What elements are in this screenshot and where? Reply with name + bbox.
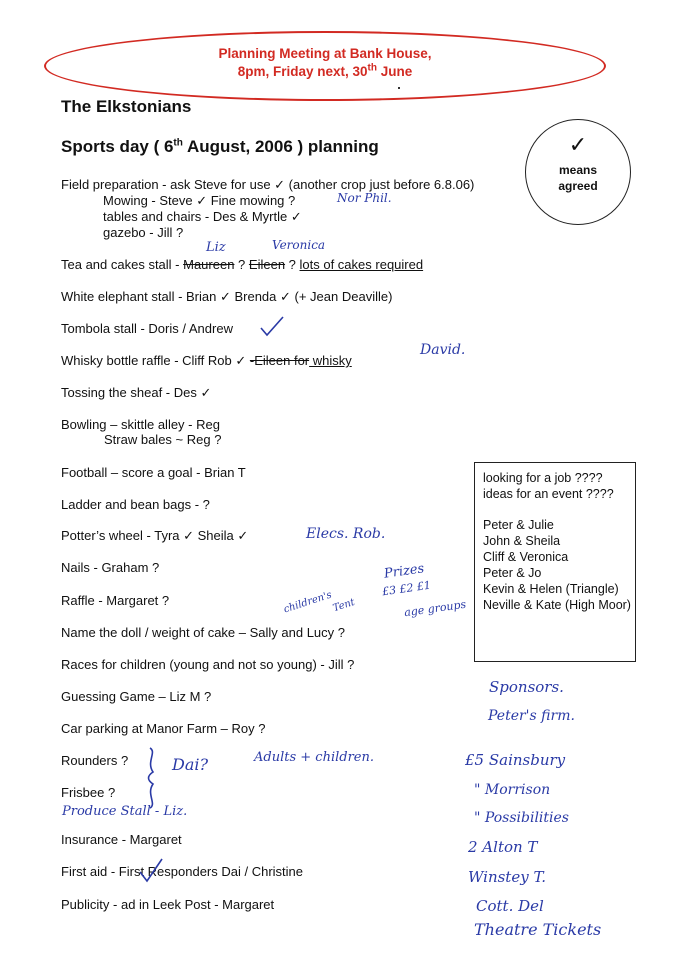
handwritten-sponsor-7: Theatre Tickets [474, 920, 602, 939]
item-white-elephant: White elephant stall - Brian ✓ Brenda ✓ (+ Jean Deaville) [61, 289, 393, 304]
handwritten-dai: Dai? [172, 755, 209, 774]
item-car-parking: Car parking at Manor Farm – Roy ? [61, 721, 266, 736]
banner-line-2-post: June [377, 64, 413, 79]
banner-line-1: Planning Meeting at Bank House, [218, 46, 432, 61]
tea-eileen-struck: Eileen [248, 257, 286, 272]
handwritten-age-groups: age groups [403, 597, 467, 620]
handwritten-not-phil: Nor Phil. [337, 191, 392, 205]
meeting-banner [44, 45, 606, 81]
brace-icon [144, 746, 164, 810]
tea-q2: ? [285, 257, 300, 272]
handwritten-sponsor-2: " Morrison [474, 782, 551, 798]
tea-q1: ? [234, 257, 249, 272]
handwritten-elecs-rob: Elecs. Rob. [306, 526, 386, 542]
item-publicity: Publicity - ad in Leek Post - Margaret [61, 897, 275, 912]
banner-line-2-pre: 8pm, Friday next, 30 [237, 64, 368, 79]
box-name: Peter & Julie [483, 518, 554, 532]
title-pre: Sports day ( 6 [61, 137, 174, 156]
title-post: August, 2006 ) planning [182, 137, 379, 156]
handwritten-prizes: Prizes [383, 561, 426, 582]
item-tables: tables and chairs - Des & Myrtle ✓ [103, 209, 302, 224]
tea-cakes-note: lots of cakes required [299, 257, 424, 272]
item-bowling: Bowling – skittle alley - Reg [61, 417, 220, 432]
organisation-name: The Elkstonians [61, 97, 192, 116]
box-name: Cliff & Veronica [483, 550, 569, 564]
handwritten-sponsor-6: Cott. Del [476, 897, 544, 915]
legend-line-1: means [558, 163, 598, 177]
stray-dot [398, 87, 400, 89]
box-question-event: ideas for an event ???? [483, 487, 614, 501]
box-name: Peter & Jo [483, 566, 542, 580]
item-mowing: Mowing - Steve ✓ Fine mowing ? [103, 193, 296, 208]
legend-text [526, 162, 630, 194]
handwritten-childrens: children's [282, 589, 334, 616]
handwritten-adults-children: Adults + children. [254, 750, 374, 765]
tea-label: Tea and cakes stall - [61, 257, 184, 272]
handwritten-check-icon [138, 857, 164, 883]
item-races: Races for children (young and not so young) - Jill ? [61, 657, 355, 672]
box-name: John & Sheila [483, 534, 561, 548]
item-tossing-sheaf: Tossing the sheaf - Des ✓ [61, 385, 212, 400]
tea-maureen-struck: Maureen [183, 257, 235, 272]
legend-circle [525, 119, 631, 225]
item-first-aid: First aid - First Responders Dai / Christine [61, 864, 304, 879]
box-question-job: looking for a job ???? [483, 471, 603, 485]
item-rounders: Rounders ? [61, 753, 129, 768]
volunteers-box [474, 462, 636, 662]
box-name: Kevin & Helen (Triangle) [483, 582, 619, 596]
handwritten-sponsors: Sponsors. [489, 678, 564, 696]
whisky-eileen-struck: -Eileen for [249, 353, 310, 368]
item-frisbee: Frisbee ? [61, 785, 116, 800]
handwritten-sponsor-5: Winstey T. [468, 868, 547, 886]
handwritten-veronica: Veronica [272, 238, 326, 252]
item-guessing-game: Guessing Game – Liz M ? [61, 689, 212, 704]
item-whisky-raffle [61, 353, 352, 369]
item-tea-cakes [61, 257, 423, 273]
handwritten-produce-stall: Produce Stall - Liz. [62, 804, 188, 819]
banner-line-2-sup: th [367, 62, 377, 74]
handwritten-sponsor-1: £5 Sainsbury [465, 751, 566, 769]
item-field-preparation: Field preparation - ask Steve for use ✓ (another crop just before 6.8.06) [61, 177, 475, 192]
item-potters-wheel: Potter’s wheel - Tyra ✓ Sheila ✓ [61, 528, 249, 543]
whisky-word: whisky [309, 353, 352, 368]
item-raffle: Raffle - Margaret ? [61, 593, 170, 608]
handwritten-sponsor-4: 2 Alton T [468, 838, 538, 856]
whisky-label: Whisky bottle raffle - Cliff Rob ✓ [61, 353, 250, 368]
item-ladder: Ladder and bean bags - ? [61, 497, 210, 512]
check-icon: ✓ [568, 132, 588, 157]
item-football: Football – score a goal - Brian T [61, 465, 246, 480]
item-nails: Nails - Graham ? [61, 560, 160, 575]
banner-line-2 [44, 63, 606, 81]
handwritten-sponsor-3: " Possibilities [474, 810, 569, 826]
handwritten-david: David. [420, 342, 466, 358]
legend-line-2: agreed [558, 179, 598, 193]
handwritten-check-icon [259, 315, 285, 337]
handwritten-tent: Tent [331, 596, 357, 615]
box-name: Neville & Kate (High Moor) [483, 598, 631, 612]
item-straw-bales: Straw bales ~ Reg ? [104, 432, 222, 447]
item-insurance: Insurance - Margaret [61, 832, 182, 847]
item-gazebo: gazebo - Jill ? [103, 225, 184, 240]
item-tombola: Tombola stall - Doris / Andrew [61, 321, 233, 336]
page-title [61, 137, 379, 157]
handwritten-prize-amounts: £3 £2 £1 [381, 578, 432, 599]
title-sup: th [173, 137, 183, 149]
handwritten-peters-firm: Peter's firm. [488, 708, 575, 724]
item-name-the-doll: Name the doll / weight of cake – Sally and Lucy ? [61, 625, 345, 640]
handwritten-liz: Liz [206, 240, 226, 255]
